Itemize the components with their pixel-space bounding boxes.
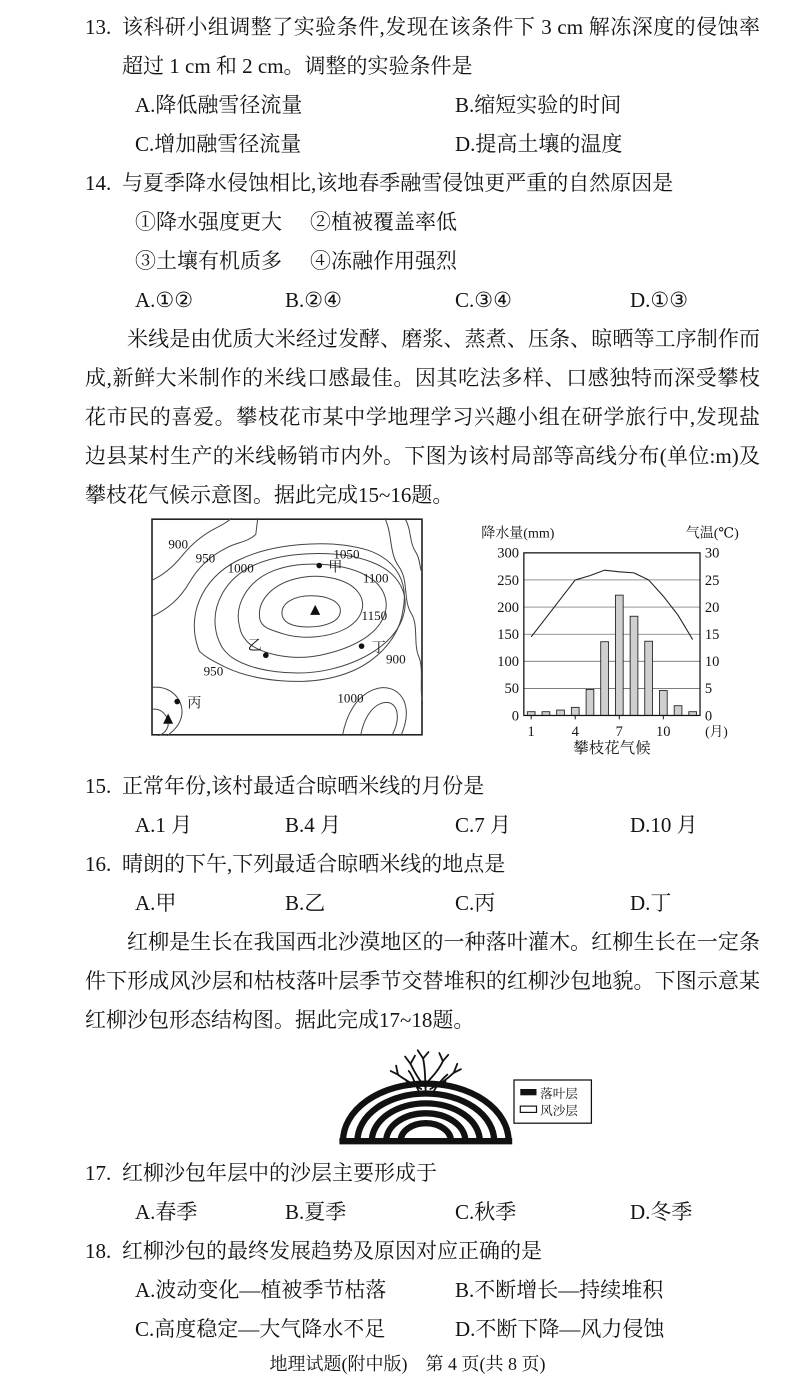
passage-rice-noodle: 米线是由优质大米经过发酵、磨浆、蒸煮、压条、晾晒等工序制作而成,新鲜大米制作的米线口感最佳。因其吃法多样、口感独特而深受攀枝花市民的喜爱。攀枝花市某中学地理学习兴趣小组在研学旅行中,发现盐边县某村生产的米线畅销市内外。下图为该村局部等高线分布(单位:m)及攀枝花气候示意图。据此完成15~16题。 bbox=[85, 327, 760, 507]
statement-2: ②植被覆盖率低 bbox=[310, 210, 457, 234]
option-a: A.降低融雪径流量 bbox=[135, 93, 303, 117]
svg-text:1000: 1000 bbox=[337, 690, 364, 706]
question-number: 17. bbox=[85, 1161, 112, 1185]
option-d: D.冬季 bbox=[630, 1200, 693, 1224]
options-q18 bbox=[85, 1271, 760, 1349]
svg-text:10: 10 bbox=[656, 723, 671, 740]
svg-text:1100: 1100 bbox=[362, 570, 389, 586]
climate-chart bbox=[479, 518, 741, 760]
point-bing-dot bbox=[174, 699, 180, 705]
question-14 bbox=[85, 164, 760, 320]
option-b: B.夏季 bbox=[285, 1200, 347, 1224]
options-q13 bbox=[85, 86, 760, 164]
svg-text:20: 20 bbox=[704, 599, 720, 616]
svg-text:950: 950 bbox=[203, 663, 224, 679]
svg-text:200: 200 bbox=[497, 599, 520, 616]
figure-sand-mound bbox=[325, 1044, 760, 1152]
svg-text:100: 100 bbox=[497, 654, 520, 671]
question-stem: 与夏季降水侵蚀相比,该地春季融雪侵蚀更严重的自然原因是 bbox=[122, 171, 674, 195]
statement-1: ①降水强度更大 bbox=[135, 210, 282, 234]
option-b: B.缩短实验的时间 bbox=[455, 93, 622, 117]
figure-contour-and-climate bbox=[151, 518, 760, 764]
statement-3: ③土壤有机质多 bbox=[135, 249, 282, 273]
point-yi-dot bbox=[263, 652, 269, 658]
question-number: 16. bbox=[85, 852, 112, 876]
option-b: B.4 月 bbox=[285, 813, 342, 837]
option-b: B.乙 bbox=[285, 891, 326, 915]
point-jia-label: 甲 bbox=[328, 559, 343, 576]
question-18 bbox=[85, 1232, 760, 1349]
point-ding-dot bbox=[359, 643, 365, 649]
passage-red-willow: 红柳是生长在我国西北沙漠地区的一种落叶灌木。红柳生长在一定条件下形成风沙层和枯枝落叶层季节交替堆积的红柳沙包地貌。下图示意某红柳沙包形态结构图。据此完成17~18题。 bbox=[85, 930, 760, 1032]
option-c: C.7 月 bbox=[455, 813, 512, 837]
question-stem: 正常年份,该村最适合晾晒米线的月份是 bbox=[122, 774, 485, 798]
option-d: D.提高土壤的温度 bbox=[455, 132, 623, 156]
legend-swatch-sand-layer bbox=[520, 1106, 536, 1112]
svg-text:4: 4 bbox=[571, 723, 579, 740]
svg-text:10: 10 bbox=[704, 654, 720, 671]
option-a: A.春季 bbox=[135, 1200, 198, 1224]
svg-text:1: 1 bbox=[527, 723, 535, 740]
svg-text:1050: 1050 bbox=[333, 546, 360, 562]
diagram-legend bbox=[514, 1080, 591, 1123]
svg-text:250: 250 bbox=[497, 572, 520, 589]
svg-text:气温(℃): 气温(℃) bbox=[685, 525, 739, 542]
svg-text:1000: 1000 bbox=[227, 560, 254, 576]
svg-text:1150: 1150 bbox=[361, 607, 388, 623]
option-c: C.丙 bbox=[455, 891, 496, 915]
legend-label-sand-layer: 风沙层 bbox=[540, 1104, 578, 1119]
svg-text:300: 300 bbox=[497, 545, 520, 562]
svg-text:攀枝花气候: 攀枝花气候 bbox=[573, 740, 651, 758]
options-q17 bbox=[85, 1193, 760, 1232]
svg-text:50: 50 bbox=[504, 681, 520, 698]
option-d: D.不断下降—风力侵蚀 bbox=[455, 1317, 665, 1341]
svg-text:0: 0 bbox=[511, 708, 520, 725]
option-a: A.①② bbox=[135, 288, 194, 312]
svg-text:15: 15 bbox=[704, 627, 720, 643]
question-number: 14. bbox=[85, 171, 112, 195]
question-stem: 晴朗的下午,下列最适合晾晒米线的地点是 bbox=[122, 852, 506, 876]
point-ding-label: 丁 bbox=[371, 640, 386, 657]
statement-items bbox=[85, 203, 760, 281]
option-c: C.③④ bbox=[455, 288, 512, 312]
option-b: B.不断增长—持续堆积 bbox=[455, 1278, 664, 1302]
option-c: C.秋季 bbox=[455, 1200, 517, 1224]
svg-text:150: 150 bbox=[497, 627, 520, 643]
option-c: C.高度稳定—大气降水不足 bbox=[135, 1317, 386, 1341]
point-yi-label: 乙 bbox=[247, 638, 262, 655]
question-number: 15. bbox=[85, 774, 112, 798]
svg-text:900: 900 bbox=[385, 651, 406, 667]
option-d: D.丁 bbox=[630, 891, 672, 915]
question-stem: 红柳沙包的最终发展趋势及原因对应正确的是 bbox=[122, 1239, 542, 1263]
statement-4: ④冻融作用强烈 bbox=[310, 249, 457, 273]
svg-text:7: 7 bbox=[615, 723, 623, 740]
option-a: A.波动变化—植被季节枯落 bbox=[135, 1278, 387, 1302]
svg-text:0: 0 bbox=[704, 708, 713, 725]
page-footer bbox=[55, 1349, 760, 1379]
svg-text:950: 950 bbox=[195, 550, 216, 566]
option-d: D.10 月 bbox=[630, 813, 698, 837]
option-c: C.增加融雪径流量 bbox=[135, 132, 302, 156]
svg-text:900: 900 bbox=[168, 536, 189, 552]
options-q16 bbox=[85, 884, 760, 923]
svg-text:25: 25 bbox=[704, 572, 720, 589]
legend-label-leaf-layer: 落叶层 bbox=[540, 1087, 578, 1101]
option-b: B.②④ bbox=[285, 288, 342, 312]
question-number: 18. bbox=[85, 1239, 112, 1263]
svg-text:降水量(mm): 降水量(mm) bbox=[481, 525, 555, 542]
question-stem: 红柳沙包年层中的沙层主要形成于 bbox=[122, 1161, 437, 1185]
point-jia-dot bbox=[316, 563, 322, 569]
sand-mound-diagram bbox=[325, 1044, 595, 1152]
options-q15 bbox=[85, 806, 760, 845]
footer-text: 地理试题(附中版) 第 4 页(共 8 页) bbox=[269, 1354, 546, 1374]
question-13 bbox=[85, 8, 760, 164]
option-a: A.甲 bbox=[135, 891, 177, 915]
svg-text:5: 5 bbox=[704, 681, 713, 698]
option-a: A.1 月 bbox=[135, 813, 193, 837]
question-number: 13. bbox=[85, 15, 112, 39]
question-16 bbox=[85, 845, 760, 923]
svg-text:30: 30 bbox=[704, 545, 720, 562]
contour-map bbox=[151, 518, 423, 736]
point-bing-label: 丙 bbox=[187, 695, 202, 712]
question-15 bbox=[85, 767, 760, 845]
options-q14 bbox=[85, 281, 760, 320]
legend-swatch-leaf-layer bbox=[520, 1089, 536, 1095]
option-d: D.①③ bbox=[630, 288, 689, 312]
question-17 bbox=[85, 1154, 760, 1232]
svg-text:(月): (月) bbox=[705, 723, 728, 739]
question-stem: 该科研小组调整了实验条件,发现在该条件下 3 cm 解冻深度的侵蚀率超过 1 cm 和 2 cm。调整的实验条件是 bbox=[122, 15, 760, 78]
